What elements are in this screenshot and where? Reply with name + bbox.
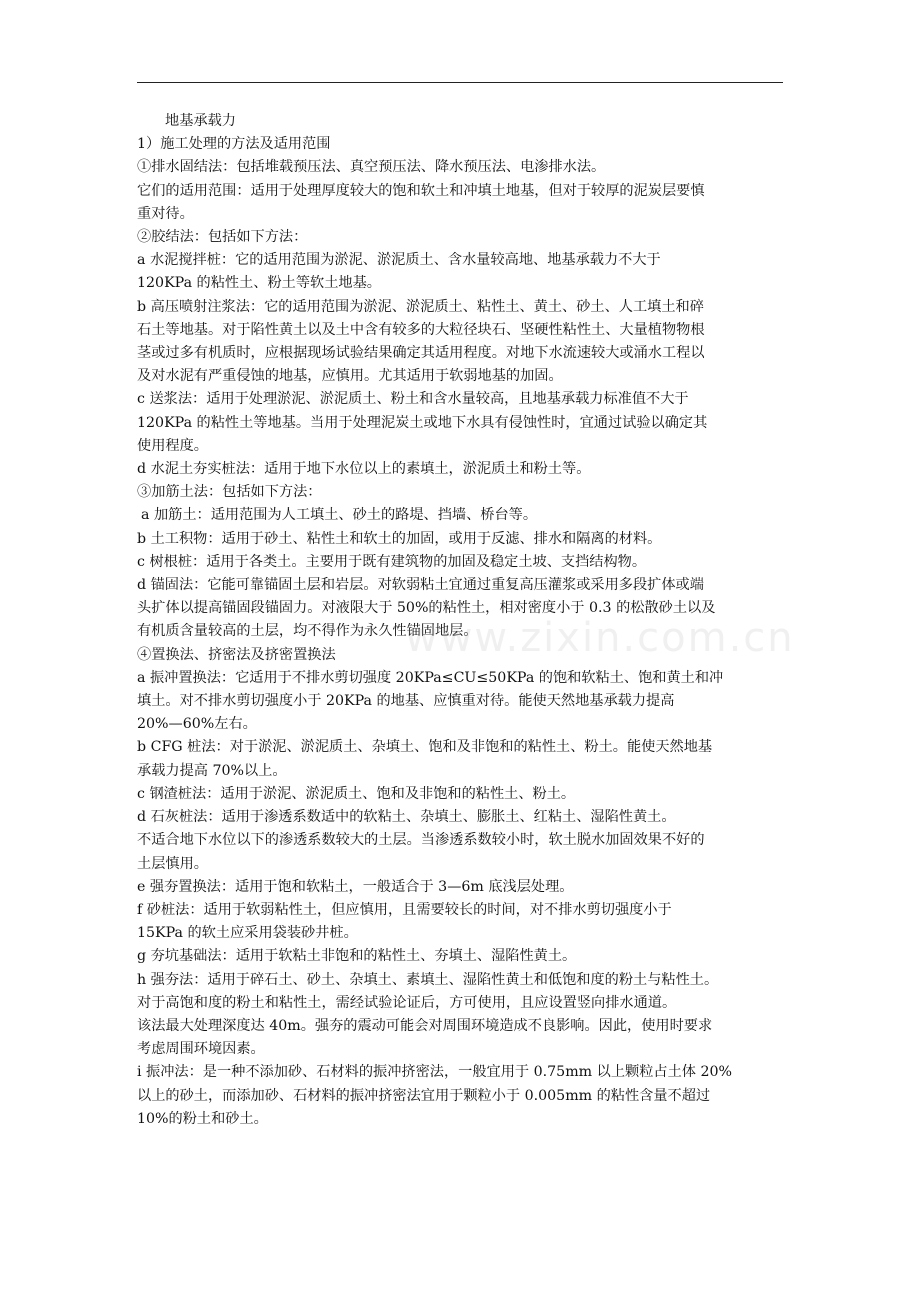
paragraph-line: 20%—60%左右。 [137, 716, 257, 733]
watermark: www.zixin.com.cn [405, 615, 795, 661]
paragraph-line: 有机质含量较高的土层，均不得作为永久性锚固地层。 [137, 623, 478, 640]
paragraph-line: f 砂桩法：适用于软弱粘性土，但应慎用，且需要较长的时间，对不排水剪切强度小于 [137, 901, 672, 918]
paragraph-line: 考虑周围环境因素。 [137, 1041, 265, 1058]
paragraph-line: d 锚固法：它能可靠锚固土层和岩层。对软弱粘土宜通过重复高压灌浆或采用多段扩体或端 [137, 577, 704, 594]
document-body [137, 110, 787, 1131]
paragraph-line: 使用程度。 [137, 437, 208, 454]
paragraph-line: 120KPa 的粘性土、粉土等软土地基。 [137, 275, 381, 292]
paragraph-line: 15KPa 的软土应采用袋装砂井桩。 [137, 925, 358, 942]
paragraph-line: c 钢渣桩法：适用于淤泥、淤泥质土、饱和及非饱和的粘性土、粉土。 [137, 785, 576, 802]
paragraph-line: 它们的适用范围：适用于处理厚度较大的饱和软土和冲填土地基，但对于较厚的泥炭层要慎 [137, 182, 705, 199]
paragraph-line: ①排水固结法：包括堆载预压法、真空预压法、降水预压法、电渗排水法。 [137, 159, 606, 176]
paragraph-line: 120KPa 的粘性土等地基。当用于处理泥炭土或地下水具有侵蚀性时，宜通过试验以确定其 [137, 414, 708, 431]
section-heading: 1）施工处理的方法及适用范围 [137, 136, 331, 153]
paragraph-line: b 土工积物：适用于砂土、粘性土和软土的加固，或用于反滤、排水和隔离的材料。 [137, 530, 662, 547]
paragraph-line: 不适合地下水位以下的渗透系数较大的土层。当渗透系数较小时，软土脱水加固效果不好的 [137, 832, 705, 849]
paragraph-line: 头扩体以提高锚固段锚固力。对液限大于 50%的粘性土，相对密度小于 0.3 的松散砂土以及 [137, 600, 716, 617]
paragraph-line: ④置换法、挤密法及挤密置换法 [137, 646, 336, 663]
paragraph-line: 重对待。 [137, 205, 194, 222]
header-rule [137, 82, 783, 83]
paragraph-line: e 强夯置换法：适用于饱和软粘土，一般适合于 3—6m 底浅层处理。 [137, 878, 574, 895]
paragraph-line: h 强夯法：适用于碎石土、砂土、杂填土、素填土、湿陷性黄土和低饱和度的粉土与粘性土。 [137, 971, 719, 988]
paragraph-line: a 振冲置换法：它适用于不排水剪切强度 20KPa≤CU≤50KPa 的饱和软粘土、饱和黄土和冲 [137, 669, 724, 686]
paragraph-line: c 树根桩：适用于各类土。主要用于既有建筑物的加固及稳定土坡、支挡结构物。 [137, 553, 647, 570]
paragraph-line: 以上的砂土，而添加砂、石材料的振冲挤密法宜用于颗粒小于 0.005mm 的粘性含量不超过 [137, 1087, 711, 1104]
paragraph-line: ②胶结法：包括如下方法： [137, 229, 308, 246]
paragraph-line: 该法最大处理深度达 40m。强夯的震动可能会对周围环境造成不良影响。因此，使用时要求 [137, 1017, 713, 1034]
paragraph-line: d 水泥土夯实桩法：适用于地下水位以上的素填土，淤泥质土和粉土等。 [137, 461, 591, 478]
paragraph-line: g 夯坑基础法：适用于软粘土非饱和的粘性土、夯填土、湿陷性黄土。 [137, 948, 577, 965]
paragraph-line: 承载力提高 70%以上。 [137, 762, 287, 779]
paragraph-line: a 水泥搅拌桩：它的适用范围为淤泥、淤泥质土、含水量较高地、地基承载力不大于 [137, 252, 661, 269]
paragraph-line: 及对水泥有严重侵蚀的地基，应慎用。尤其适用于软弱地基的加固。 [137, 368, 563, 385]
paragraph-line: 填土。对不排水剪切强度小于 20KPa 的地基、应慎重对待。能使天然地基承载力提高 [137, 693, 675, 710]
document-title: 地基承载力 [165, 113, 236, 129]
paragraph-line: ③加筋土法：包括如下方法： [137, 484, 322, 501]
paragraph-line: a 加筋土：适用范围为人工填土、砂土的路堤、挡墙、桥台等。 [141, 507, 538, 524]
paragraph-line: 石土等地基。对于陷性黄土以及土中含有较多的大粒径块石、坚硬性粘性土、大量植物物根 [137, 321, 705, 338]
paragraph-line: 对于高饱和度的粉土和粘性土，需经试验论证后，方可使用，且应设置竖向排水通道。 [137, 994, 677, 1011]
paragraph-line: c 送浆法：适用于处理淤泥、淤泥质土、粉土和含水量较高，且地基承载力标准值不大于 [137, 391, 689, 408]
paragraph-line: b 高压喷射注浆法：它的适用范围为淤泥、淤泥质土、粘性土、黄土、砂土、人工填土和碎 [137, 298, 704, 315]
paragraph-line: d 石灰桩法：适用于渗透系数适中的软粘土、杂填土、膨胀土、红粘土、湿陷性黄土。 [137, 809, 676, 826]
paragraph-line: 土层慎用。 [137, 855, 208, 872]
paragraph-line: i 振冲法：是一种不添加砂、石材料的振冲挤密法，一般宜用于 0.75mm 以上颗粒占土体 20% [137, 1064, 732, 1081]
paragraph-line: 茎或过多有机质时，应根据现场试验结果确定其适用程度。对地下水流速较大或涌水工程以 [137, 345, 705, 362]
paragraph-line: 10%的粉土和砂土。 [137, 1110, 268, 1127]
paragraph-line: b CFG 桩法：对于淤泥、淤泥质土、杂填土、饱和及非饱和的粘性土、粉土。能使天然地基 [137, 739, 713, 756]
